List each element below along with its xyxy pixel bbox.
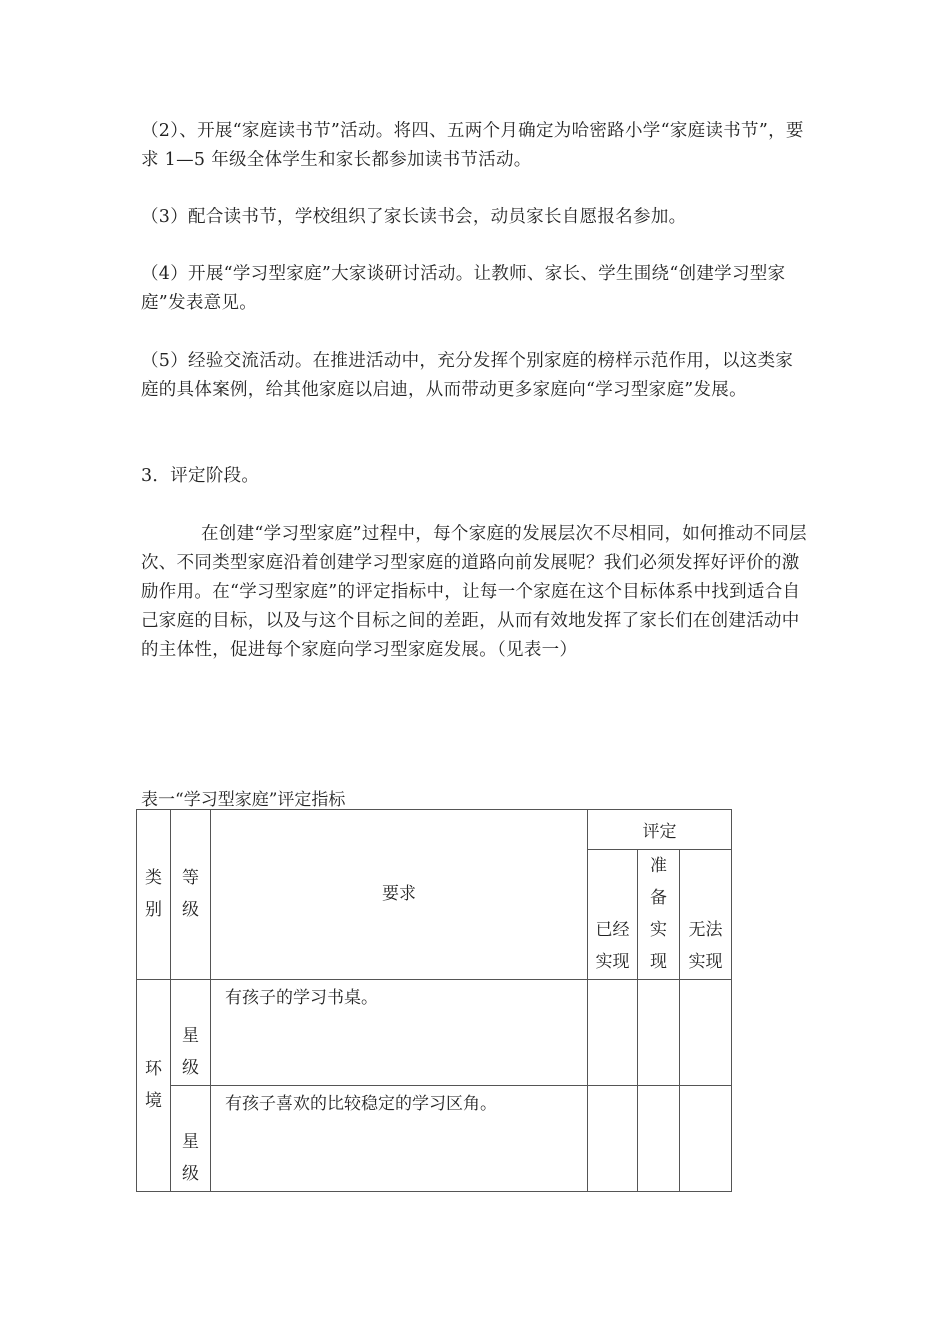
grade-cell: 星级: [171, 980, 211, 1086]
paragraph-reading-festival: （2）、开展“家庭读书节”活动。将四、五两个月确定为哈密路小学“家庭读书节”，要求 1—5 年级全体学生和家长都参加读书节活动。: [141, 121, 804, 170]
requirement-cell: 有孩子喜欢的比较稳定的学习区角。: [211, 1086, 588, 1192]
paragraph-parent-reading-club: （3）配合读书节，学校组织了家长读书会，动员家长自愿报名参加。: [141, 207, 687, 227]
unable-cell: [680, 1086, 732, 1192]
grade-cell: 星级: [171, 1086, 211, 1192]
paragraph-discussion-activity: （4）开展“学习型家庭”大家谈研讨活动。让教师、家长、学生围绕“创建学习型家庭”发表意见。: [141, 264, 786, 313]
evaluation-index-table: [136, 809, 732, 1192]
header-category: 类别: [137, 810, 171, 980]
achieved-cell: [588, 980, 638, 1086]
header-achieved: 已经实现: [588, 850, 638, 980]
table-row: [137, 980, 732, 1086]
header-unable: 无法实现: [680, 850, 732, 980]
preparing-cell: [638, 980, 680, 1086]
requirement-cell: 有孩子的学习书桌。: [211, 980, 588, 1086]
header-evaluation: 评定: [588, 810, 732, 850]
category-environment: 环境: [137, 980, 171, 1192]
section-heading-evaluation-stage: 3．评定阶段。: [141, 466, 260, 486]
header-grade: 等级: [171, 810, 211, 980]
paragraph-evaluation-description: 在创建“学习型家庭”过程中，每个家庭的发展层次不尽相同，如何推动不同层次、不同类型家庭沿着创建学习型家庭的道路向前发展呢？我们必须发挥好评价的激励作用。在“学习型家庭”的评定指标中，让每一个家庭在这个目标体系中找到适合自己家庭的目标，以及与这个目标之间的差距，从而有效地发挥了家长们在创建活动中的主体性，促进每个家庭向学习型家庭发展。（见表一）: [141, 524, 807, 660]
header-requirement: 要求: [211, 810, 588, 980]
header-preparing: 准备实现: [638, 850, 680, 980]
table-caption: 表一“学习型家庭”评定指标: [141, 790, 346, 810]
unable-cell: [680, 980, 732, 1086]
paragraph-experience-exchange: （5）经验交流活动。在推进活动中，充分发挥个别家庭的榜样示范作用，以这类家庭的具体案例，给其他家庭以启迪，从而带动更多家庭向“学习型家庭”发展。: [141, 351, 794, 400]
achieved-cell: [588, 1086, 638, 1192]
preparing-cell: [638, 1086, 680, 1192]
table-row: [137, 1086, 732, 1192]
